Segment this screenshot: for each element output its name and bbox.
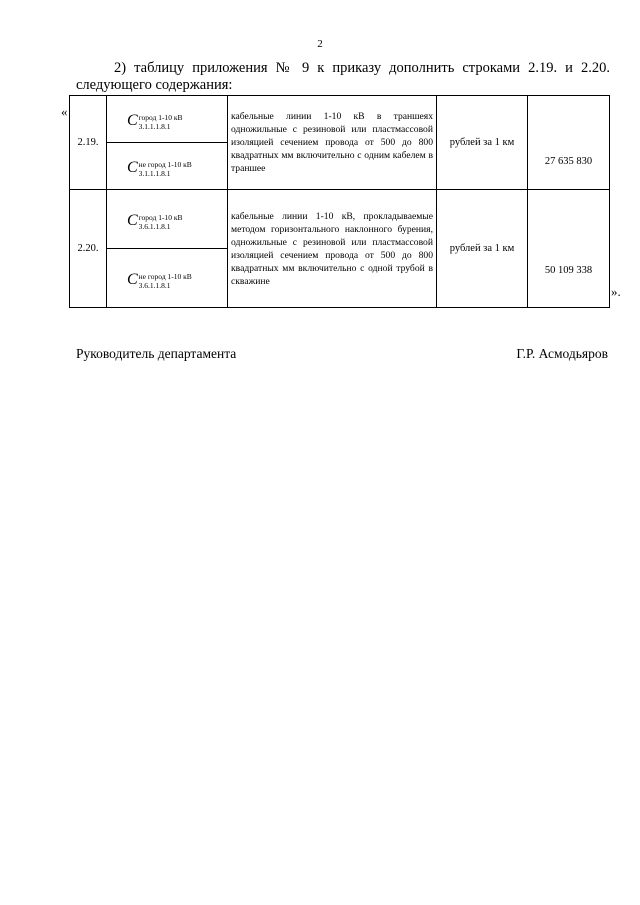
formula-cell — [107, 96, 228, 143]
row-number: 2.20. — [70, 190, 107, 308]
unit-cell: рублей за 1 км — [437, 190, 528, 308]
formula-superscript: не город 1-10 кВ — [138, 272, 192, 281]
formula — [127, 113, 183, 131]
intro-line-2: следующего содержания: — [76, 77, 233, 93]
row-number: 2.19. — [70, 96, 107, 190]
formula-superscript: город 1-10 кВ — [138, 113, 183, 122]
intro-line-1: 2) таблицу приложения № 9 к приказу дополнить строками 2.19. и 2.20. — [114, 60, 610, 76]
opening-quote: « — [61, 104, 68, 119]
formula-cell — [107, 249, 228, 308]
closing-quote: ». — [611, 284, 621, 299]
signature-block — [76, 346, 608, 362]
formula-subscript: 3.6.1.1.8.1 — [138, 222, 171, 231]
formula-symbol: C — [127, 271, 138, 288]
formula-superscript: не город 1-10 кВ — [138, 160, 192, 169]
price-cell: 50 109 338 — [528, 190, 610, 308]
signatory-title: Руководитель департамента — [76, 346, 237, 361]
appendix-table — [69, 95, 610, 308]
unit-cell: рублей за 1 км — [437, 96, 528, 190]
table-row — [70, 96, 610, 143]
formula-superscript: город 1-10 кВ — [138, 213, 183, 222]
formula-symbol: C — [127, 159, 138, 176]
page-number: 2 — [317, 38, 323, 50]
formula-subscript: 3.1.1.1.8.1 — [138, 122, 171, 131]
description-cell: кабельные линии 1-10 кВ, прокладываемые методом горизонтального наклонного бурения, одножильные с резиновой или пластмассовой изоляцией сечением провода от 500 до 800 квадратных мм включительно с одной трубой в скважине — [228, 190, 437, 308]
table-row — [70, 190, 610, 249]
formula — [127, 272, 192, 290]
signatory-name: Г.Р. Асмодьяров — [516, 346, 608, 361]
formula — [127, 213, 183, 231]
formula-subscript: 3.1.1.1.8.1 — [138, 169, 171, 178]
formula-symbol: C — [127, 212, 138, 229]
formula-subscript: 3.6.1.1.8.1 — [138, 281, 171, 290]
intro-paragraph — [76, 60, 610, 94]
formula — [127, 160, 192, 178]
description-cell: кабельные линии 1-10 кВ в траншеях одножильные с резиновой или пластмассовой изоляцией сечением провода от 500 до 800 квадратных мм включительно с одним кабелем в траншее — [228, 96, 437, 190]
formula-symbol: C — [127, 112, 138, 129]
formula-cell — [107, 190, 228, 249]
price-cell: 27 635 830 — [528, 96, 610, 190]
formula-cell — [107, 143, 228, 190]
